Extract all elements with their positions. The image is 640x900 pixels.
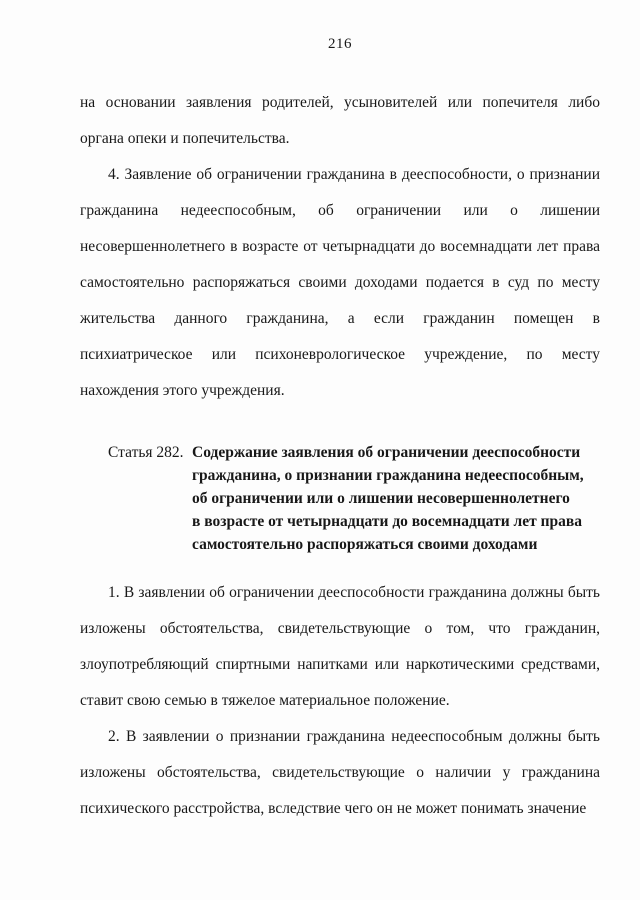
article-heading	[108, 441, 600, 556]
intro-paragraph: на основании заявления родителей, усыновителей или попечителя либо органа опеки и попечительства.	[80, 94, 600, 147]
paragraph-item-4: 4. Заявление об ограничении гражданина в дееспособности, о признании гражданина недееспособным, об ограничении или о лишении несовершеннолетнего в возрасте от четырнадцати до восемнадцати лет права самостоятельно распоряжаться своими доходами подается в суд по месту жительства данного гражданина, а если гражданин помещен в психиатрическое или психоневрологическое учреждение, по месту нахождения этого учреждения.	[80, 166, 600, 399]
article-number-label: Статья 282.	[108, 444, 184, 461]
paragraph-item-1: 1. В заявлении об ограничении дееспособности гражданина должны быть изложены обстоятельства, свидетельствующие о том, что гражданин, злоупотребляющий спиртными напитками или наркотическими средствами, ставит свою семью в тяжелое материальное положение.	[80, 584, 600, 709]
paragraph-item-2: 2. В заявлении о признании гражданина недееспособным должны быть изложены обстоятельства, свидетельствующие о наличии у гражданина психического расстройства, вследствие чего он не может понимать значение	[80, 728, 600, 817]
page-content	[80, 85, 600, 827]
page-number: 216	[328, 36, 352, 52]
article-title: Содержание заявления об ограничении дееспособности гражданина, о признании гражданина недееспособным, об ограничении или о лишении несовершеннолетнего в возрасте от четырнадцати до восемнадцати лет права самостоятельно распоряжаться своими доходами	[192, 444, 584, 553]
